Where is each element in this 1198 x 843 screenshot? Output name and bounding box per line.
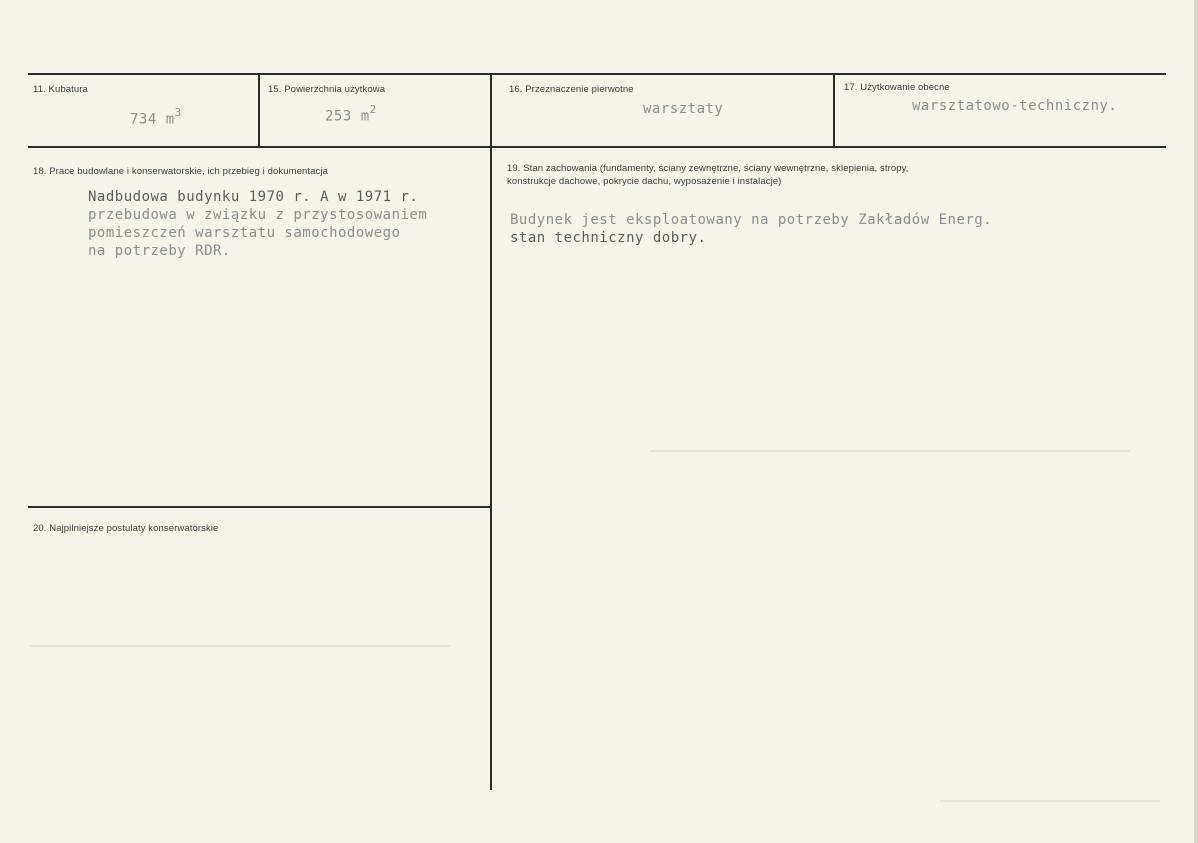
paper-smudge: [940, 800, 1160, 802]
header-bottom-rule: [28, 146, 1166, 148]
powierzchnia-number: 253 m: [325, 108, 370, 125]
uzytkowanie-label: 17. Użytkowanie obecne: [844, 82, 950, 93]
kubatura-exponent: 3: [174, 106, 182, 119]
powierzchnia-value: [325, 103, 377, 126]
header-divider-2: [490, 75, 492, 146]
kubatura-label: 11. Kubatura: [33, 84, 88, 95]
prace-label: 18. Prace budowlane i konserwatorskie, ich przebieg i dokumentacja: [33, 166, 328, 177]
prace-line-3: pomieszczeń warsztatu samochodowego: [88, 225, 401, 241]
uzytkowanie-value: warsztatowo-techniczny.: [912, 98, 1118, 114]
prace-line-1: Nadbudowa budynku 1970 r. A w 1971 r.: [88, 189, 419, 205]
stan-line-2: stan techniczny dobry.: [510, 230, 707, 246]
prace-line-4: na potrzeby RDR.: [88, 243, 231, 259]
paper-smudge: [650, 450, 1130, 452]
powierzchnia-exponent: 2: [369, 103, 377, 116]
przeznaczenie-value: warsztaty: [643, 101, 724, 117]
card-edge-shadow: [1194, 0, 1198, 843]
top-rule: [28, 73, 1166, 75]
header-divider-3: [833, 75, 835, 146]
powierzchnia-label: 15. Powierzchnia użytkowa: [268, 84, 386, 95]
postulaty-label: 20. Najpilniejsze postulaty konserwatorskie: [33, 523, 219, 534]
stan-label-line-2: konstrukcje dachowe, pokrycie dachu, wyposażenie i instalacje): [507, 176, 782, 187]
przeznaczenie-label: 16. Przeznaczenie pierwotne: [509, 84, 634, 95]
stan-label-line-1: 19. Stan zachowania (fundamenty, ściany zewnętrzne, ściany wewnętrzne, sklepienia, stropy,: [507, 163, 909, 174]
main-divider: [490, 148, 492, 790]
section-18-bottom-rule: [28, 506, 490, 508]
stan-line-1: Budynek jest eksploatowany na potrzeby Zakładów Energ.: [510, 212, 993, 228]
header-divider-1: [258, 75, 260, 146]
kubatura-value: [130, 106, 182, 129]
paper-smudge: [30, 645, 450, 647]
kubatura-number: 734 m: [130, 111, 175, 128]
prace-line-2: przebudowa w związku z przystosowaniem: [88, 207, 428, 223]
